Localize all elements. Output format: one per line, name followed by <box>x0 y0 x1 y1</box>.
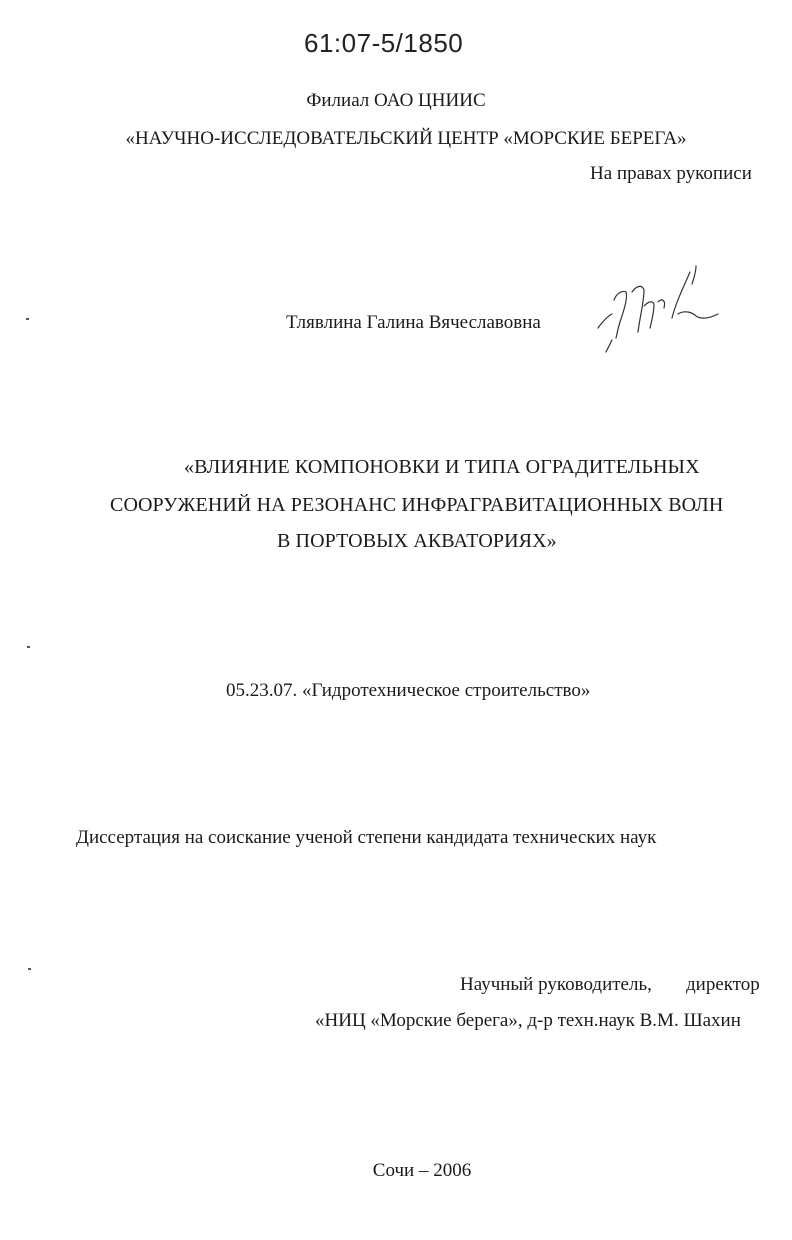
scan-speck <box>28 968 31 970</box>
supervisor-role: Научный руководитель, <box>460 974 652 995</box>
place-year: Сочи – 2006 <box>372 1160 472 1181</box>
dissertation-title-line2: СООРУЖЕНИЙ НА РЕЗОНАНС ИНФРАГРАВИТАЦИОННЫХ ВОЛН <box>110 494 724 516</box>
registration-stamp: 61:07-5/1850 <box>304 28 464 58</box>
supervisor-title: директор <box>686 974 760 995</box>
author-name: Тлявлина Галина Вячеславовна <box>286 312 541 333</box>
scan-speck <box>26 318 29 320</box>
scan-speck <box>27 646 30 648</box>
dissertation-note: Диссертация на соискание ученой степени кандидата технических наук <box>76 827 657 848</box>
manuscript-note: На правах рукописи <box>590 163 752 184</box>
dissertation-title-line1: «ВЛИЯНИЕ КОМПОНОВКИ И ТИПА ОГРАДИТЕЛЬНЫХ <box>184 456 700 478</box>
specialty: 05.23.07. «Гидротехническое строительство» <box>226 680 591 701</box>
organization-branch: Филиал ОАО ЦНИИС <box>306 90 486 111</box>
organization-center: «НАУЧНО-ИССЛЕДОВАТЕЛЬСКИЙ ЦЕНТР «МОРСКИЕ БЕРЕГА» <box>125 128 687 149</box>
supervisor-line2: «НИЦ «Морские берега», д-р техн.наук В.М. Шахин <box>315 1010 741 1031</box>
handwritten-signature-icon <box>592 262 724 366</box>
dissertation-title-line3: В ПОРТОВЫХ АКВАТОРИЯХ» <box>277 530 557 552</box>
